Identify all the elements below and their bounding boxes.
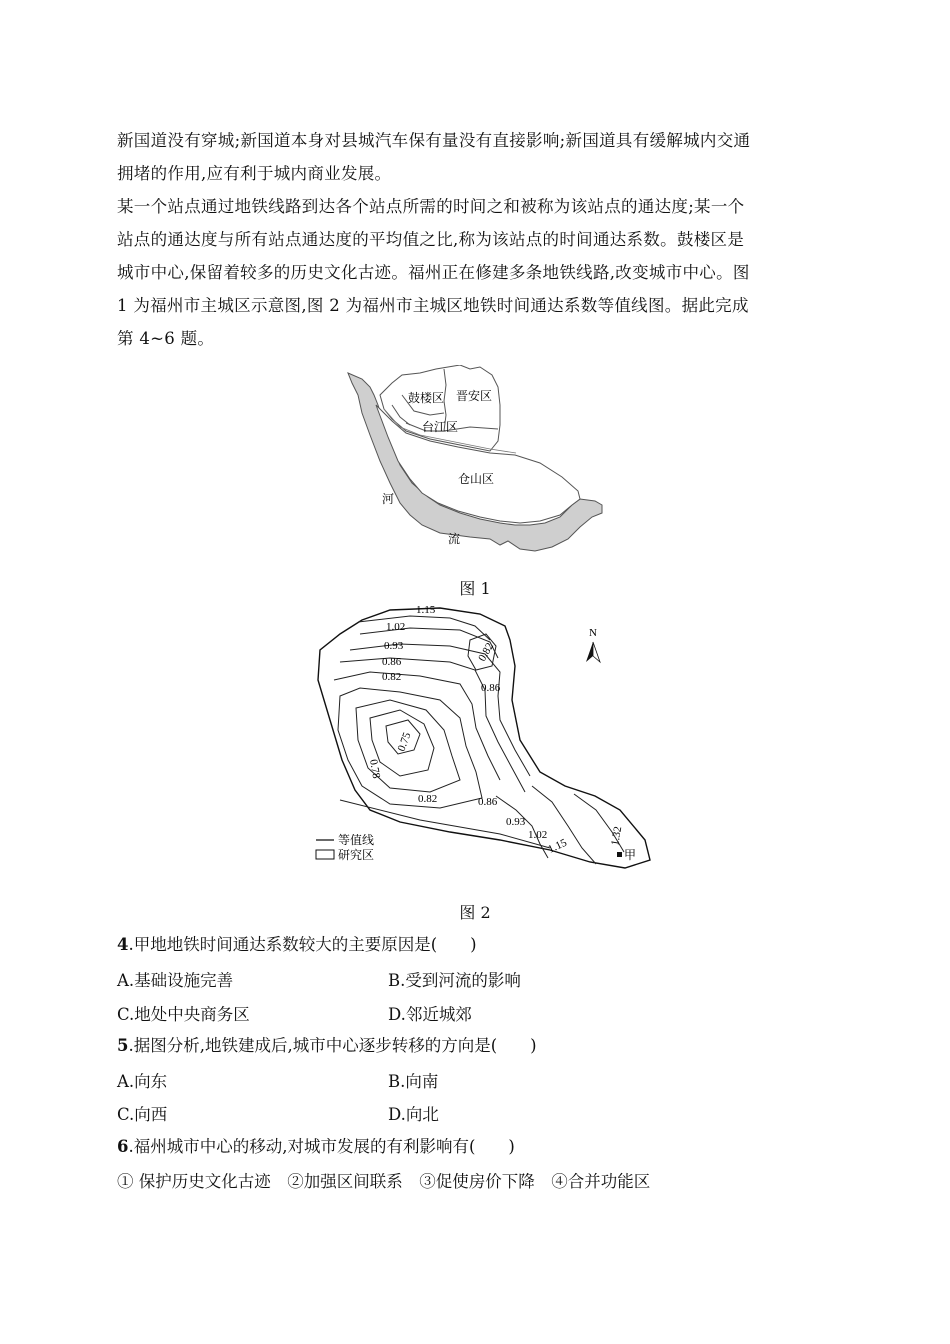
contour-label: 0.86 — [478, 796, 498, 808]
contour-label: 1.02 — [386, 621, 406, 633]
option-a[interactable]: A.向东 — [117, 1072, 168, 1091]
taijiang-label: 台江区 — [422, 420, 459, 434]
intro-line: 第 4~6 题。 — [117, 329, 215, 348]
option-a[interactable]: A.基础设施完善 — [117, 971, 234, 990]
north-label: N — [589, 627, 597, 639]
question-number: 6 — [117, 1137, 129, 1156]
question-stem: .福州城市中心的移动,对城市发展的有利影响有( ) — [128, 1137, 515, 1156]
contour-label: 0.75 — [395, 730, 414, 754]
point-jia-label: 甲 — [624, 848, 637, 862]
question-5 — [117, 1029, 537, 1062]
figure1-map — [340, 365, 610, 560]
contour-label: 0.82 — [476, 640, 497, 664]
figure1-caption: 图 1 — [459, 579, 491, 598]
question-number: 5 — [117, 1036, 129, 1055]
question-number: 4 — [117, 935, 129, 954]
contour-label: 0.78 — [367, 758, 383, 780]
contour-label: 1.02 — [528, 829, 548, 841]
contour-label: 0.93 — [384, 640, 404, 652]
question-6 — [117, 1130, 515, 1163]
contour-label: 0.82 — [418, 793, 438, 805]
river-label-2: 流 — [448, 532, 461, 546]
cangshan-label: 仓山区 — [458, 472, 495, 486]
figure2-caption: 图 2 — [459, 903, 491, 922]
question-stem: .据图分析,地铁建成后,城市中心逐步转移的方向是( ) — [128, 1036, 537, 1055]
intro-line: 拥堵的作用,应有利于城内商业发展。 — [117, 164, 392, 183]
question-6-statements: ① 保护历史文化古迹 ②加强区间联系 ③促使房价下降 ④合并功能区 — [117, 1172, 651, 1191]
intro-line: 某一个站点通过地铁线路到达各个站点所需的时间之和被称为该站点的通达度;某一个 — [117, 197, 745, 216]
intro-line: 1 为福州市主城区示意图,图 2 为福州市主城区地铁时间通达系数等值线图。据此完成 — [117, 296, 749, 315]
legend-isoline-label: 等值线 — [338, 833, 375, 847]
contour-label: 0.82 — [382, 671, 402, 683]
legend-area-icon — [316, 850, 334, 859]
question-stem: .甲地地铁时间通达系数较大的主要原因是( ) — [128, 935, 477, 954]
option-b[interactable]: B.受到河流的影响 — [388, 971, 521, 990]
intro-paragraph — [117, 124, 837, 355]
point-jia-marker — [617, 852, 622, 857]
intro-line: 城市中心,保留着较多的历史文化古迹。福州正在修建多条地铁线路,改变城市中心。图 — [117, 263, 750, 282]
legend-area-label: 研究区 — [338, 848, 375, 862]
contour-label: 0.93 — [506, 816, 526, 828]
option-d[interactable]: D.邻近城郊 — [388, 1005, 472, 1024]
figure2-contour-map — [300, 600, 660, 875]
contour-label: 1.15 — [416, 604, 436, 616]
option-c[interactable]: C.向西 — [117, 1105, 168, 1124]
contour-label: 1.32 — [609, 825, 625, 847]
contour-label: 0.86 — [481, 682, 501, 694]
north-arrow-icon — [586, 642, 600, 662]
question-4 — [117, 928, 477, 961]
gulou-label: 鼓楼区 — [408, 391, 445, 405]
intro-line: 新国道没有穿城;新国道本身对县城汽车保有量没有直接影响;新国道具有缓解城内交通 — [117, 131, 751, 150]
option-b[interactable]: B.向南 — [388, 1072, 439, 1091]
option-c[interactable]: C.地处中央商务区 — [117, 1005, 250, 1024]
jinan-label: 晋安区 — [456, 389, 493, 403]
option-d[interactable]: D.向北 — [388, 1105, 439, 1124]
contour-label: 0.86 — [382, 656, 402, 668]
intro-line: 站点的通达度与所有站点通达度的平均值之比,称为该站点的时间通达系数。鼓楼区是 — [117, 230, 745, 249]
contour-label: 1.15 — [546, 836, 569, 856]
river-label-1: 河 — [382, 492, 395, 506]
